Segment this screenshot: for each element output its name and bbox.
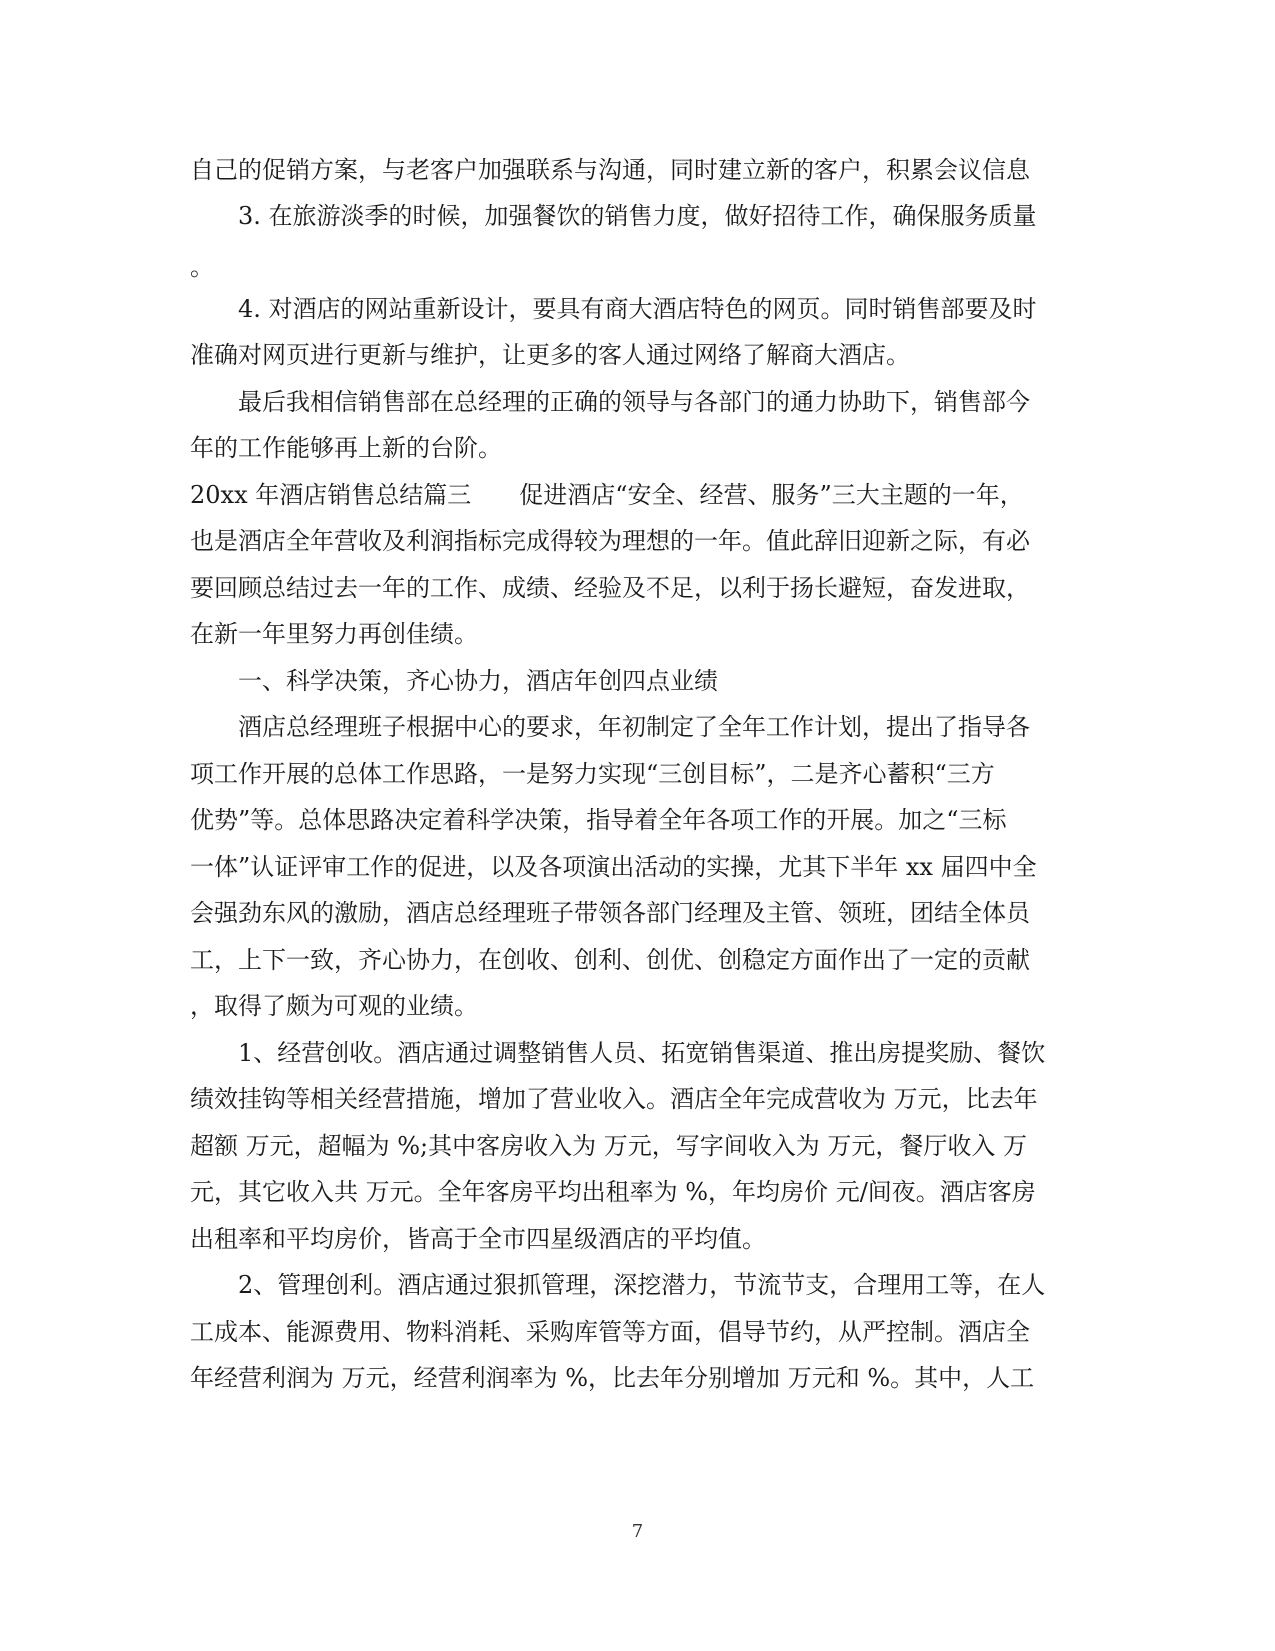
text-line: 酒店总经理班子根据中心的要求，年初制定了全年工作计划，提出了指导各 <box>238 713 1030 741</box>
text-line: ，取得了颇为可观的业绩。 <box>190 992 478 1020</box>
text-line: 绩效挂钩等相关经营措施，增加了营业收入。酒店全年完成营收为 万元，比去年 <box>190 1085 1038 1113</box>
text-line: 元，其它收入共 万元。全年客房平均出租率为 %，年均房价 元/间夜。酒店客房 <box>190 1178 1036 1206</box>
text-line: 最后我相信销售部在总经理的正确的领导与各部门的通力协助下，销售部今 <box>238 388 1030 416</box>
text-line: 工，上下一致，齐心协力，在创收、创利、创优、创稳定方面作出了一定的贡献 <box>190 946 1030 974</box>
text-line: 优势”等。总体思路决定着科学决策，指导着全年各项工作的开展。加之“三标 <box>190 806 1007 834</box>
text-line: 年经营利润为 万元，经营利润率为 %，比去年分别增加 万元和 %。其中，人工 <box>190 1364 1035 1392</box>
text-line: 2、管理创利。酒店通过狠抓管理，深挖潜力，节流节支，合理用工等，在人 <box>238 1271 1046 1299</box>
text-line: 会强劲东风的激励，酒店总经理班子带领各部门经理及主管、领班，团结全体员 <box>190 899 1030 927</box>
text-line: 也是酒店全年营收及利润指标完成得较为理想的一年。值此辞旧迎新之际，有必 <box>190 527 1030 555</box>
text-line: 4. 对酒店的网站重新设计，要具有商大酒店特色的网页。同时销售部要及时 <box>238 295 1037 323</box>
text-line: 准确对网页进行更新与维护，让更多的客人通过网络了解商大酒店。 <box>190 341 910 369</box>
text-line: 自己的促销方案，与老客户加强联系与沟通，同时建立新的客户，积累会议信息 <box>190 156 1030 184</box>
text-line: 一体”认证评审工作的促进，以及各项演出活动的实操，尤其下半年 xx 届四中全 <box>190 853 1037 881</box>
text-line: 3. 在旅游淡季的时候，加强餐饮的销售力度，做好招待工作，确保服务质量 <box>238 202 1037 230</box>
text-line: 在新一年里努力再创佳绩。 <box>190 620 478 648</box>
text-line: 要回顾总结过去一年的工作、成绩、经验及不足，以利于扬长避短，奋发进取， <box>190 574 1030 602</box>
text-line: 年的工作能够再上新的台阶。 <box>190 434 502 462</box>
text-line: 项工作开展的总体工作思路，一是努力实现“三创目标”，二是齐心蓄积“三方 <box>190 760 995 788</box>
text-line: 工成本、能源费用、物料消耗、采购库管等方面，倡导节约，从严控制。酒店全 <box>190 1318 1030 1346</box>
text-line: 。 <box>190 253 214 281</box>
text-line: 超额 万元，超幅为 %;其中客房收入为 万元，写字间收入为 万元，餐厅收入 万 <box>190 1132 1028 1160</box>
text-line: 1、经营创收。酒店通过调整销售人员、拓宽销售渠道、推出房提奖励、餐饮 <box>238 1039 1046 1067</box>
page-number: 7 <box>631 1521 644 1542</box>
text-line: 出租率和平均房价，皆高于全市四星级酒店的平均值。 <box>190 1225 766 1253</box>
section-heading: 20xx 年酒店销售总结篇三 促进酒店“安全、经营、服务”三大主题的一年， <box>190 481 1024 509</box>
subheading: 一、科学决策，齐心协力，酒店年创四点业绩 <box>238 667 718 695</box>
